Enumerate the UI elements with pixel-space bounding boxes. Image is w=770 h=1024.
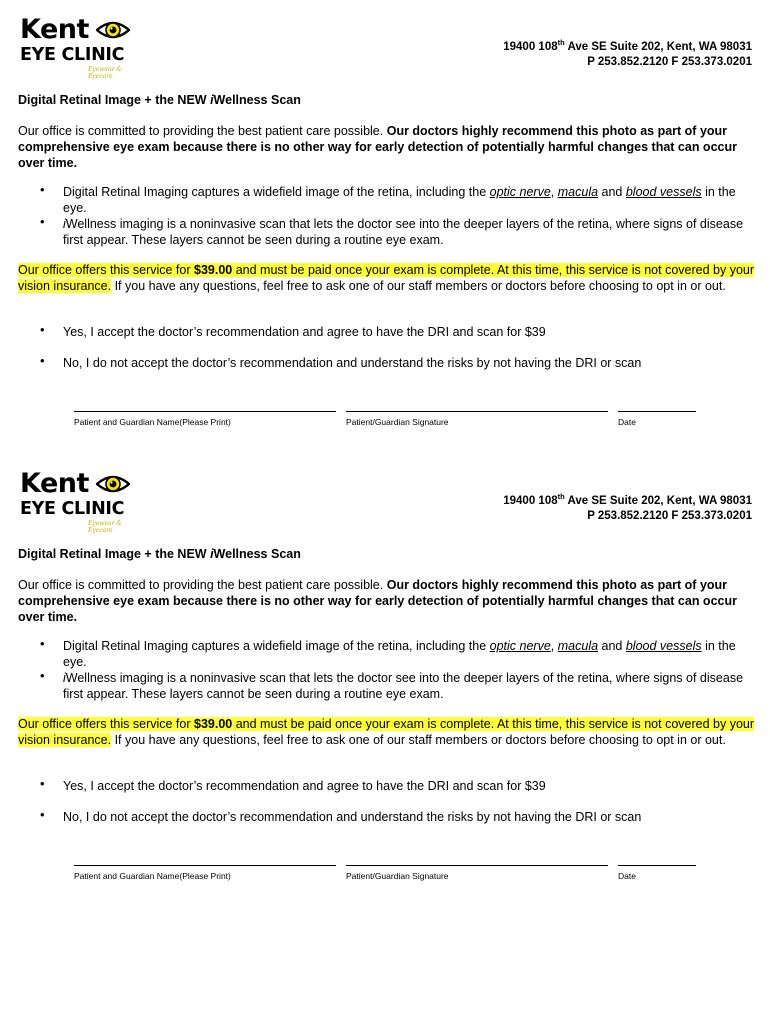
cost-paragraph: Our office offers this service for $39.00 and must be paid once your exam is complete. At this time, this service is not covered by your vision insurance. If you have any questions, feel free to ask one of our staff members or doctors before choosing to opt in or out. [18, 717, 755, 747]
date-line[interactable] [618, 411, 696, 412]
clinic-logo [18, 468, 138, 534]
logo-word: Kent [20, 468, 89, 499]
bullet-iwellness: • iWellness imaging is a noninvasive scan that lets the doctor see into the deeper layers of the retina, where signs of disease first appear. These layers cannot be seen during a routine eye exam. [40, 670, 754, 702]
eye-icon [96, 472, 130, 496]
signature-line[interactable] [346, 411, 608, 412]
clinic-address [503, 35, 752, 70]
name-label: Patient and Guardian Name(Please Print) [74, 871, 231, 881]
intro-paragraph: Our office is committed to providing the best patient care possible. Our doctors highly recommend this photo as part of your comprehensive eye exam because there is no other way for early detection of potentially harmful changes that can occur over time. [18, 124, 737, 170]
name-line[interactable] [74, 411, 336, 412]
consent-form [0, 0, 770, 454]
street-address: 19400 108th Ave SE Suite 202, Kent, WA 98031 [503, 38, 752, 53]
form-title: Digital Retinal Image + the NEW iWellness Scan [18, 547, 301, 561]
street-address: 19400 108th Ave SE Suite 202, Kent, WA 98031 [503, 492, 752, 507]
clinic-logo [18, 14, 138, 80]
signature-line[interactable] [346, 865, 608, 866]
form-title: Digital Retinal Image + the NEW iWellness Scan [18, 93, 301, 107]
bullet-iwellness: • iWellness imaging is a noninvasive scan that lets the doctor see into the deeper layers of the retina, where signs of disease first appear. These layers cannot be seen during a routine eye exam. [40, 216, 754, 248]
clinic-address [503, 489, 752, 524]
date-line[interactable] [618, 865, 696, 866]
bullet-retinal-imaging: • Digital Retinal Imaging captures a widefield image of the retina, including the optic nerve, macula and blood vessels in the eye. [40, 638, 754, 670]
logo-word: Kent [20, 14, 89, 45]
option-decline[interactable]: • No, I do not accept the doctor’s recommendation and understand the risks by not having the DRI or scan [40, 355, 770, 371]
bullet-retinal-imaging: • Digital Retinal Imaging captures a widefield image of the retina, including the optic nerve, macula and blood vessels in the eye. [40, 184, 754, 216]
option-accept[interactable]: • Yes, I accept the doctor’s recommendation and agree to have the DRI and scan for $39 [40, 778, 770, 794]
logo-subtitle: EYE CLINIC [20, 45, 125, 65]
name-line[interactable] [74, 865, 336, 866]
logo-tagline: Eyewear & Eyecare [88, 520, 122, 534]
option-decline[interactable]: • No, I do not accept the doctor’s recommendation and understand the risks by not having the DRI or scan [40, 809, 770, 825]
signature-label: Patient/Guardian Signature [346, 417, 449, 427]
date-label: Date [618, 871, 636, 881]
signature-label: Patient/Guardian Signature [346, 871, 449, 881]
phone-fax: P 253.852.2120 F 253.373.0201 [587, 55, 752, 68]
consent-form-copy [0, 454, 770, 908]
logo-subtitle: EYE CLINIC [20, 499, 125, 519]
cost-paragraph: Our office offers this service for $39.00 and must be paid once your exam is complete. At this time, this service is not covered by your vision insurance. If you have any questions, feel free to ask one of our staff members or doctors before choosing to opt in or out. [18, 263, 755, 293]
logo-tagline: Eyewear & Eyecare [88, 66, 122, 80]
info-bullets [40, 184, 754, 248]
phone-fax: P 253.852.2120 F 253.373.0201 [587, 509, 752, 522]
name-label: Patient and Guardian Name(Please Print) [74, 417, 231, 427]
intro-paragraph: Our office is committed to providing the best patient care possible. Our doctors highly recommend this photo as part of your comprehensive eye exam because there is no other way for early detection of potentially harmful changes that can occur over time. [18, 578, 737, 624]
option-accept[interactable]: • Yes, I accept the doctor’s recommendation and agree to have the DRI and scan for $39 [40, 324, 770, 340]
info-bullets [40, 638, 754, 702]
eye-icon [96, 18, 130, 42]
date-label: Date [618, 417, 636, 427]
